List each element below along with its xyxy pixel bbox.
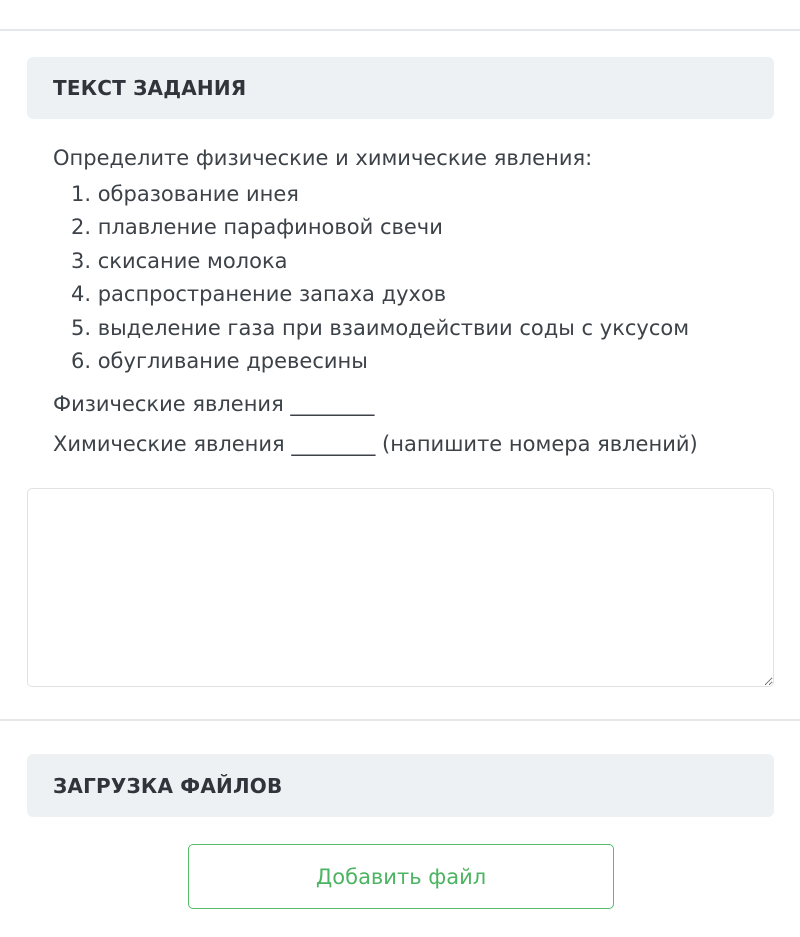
task-text: [53, 142, 773, 464]
answer-textarea[interactable]: [27, 488, 774, 687]
files-section-title: ЗАГРУЗКА ФАЙЛОВ: [53, 773, 283, 798]
top-divider: [0, 29, 800, 31]
phenomena-list: [53, 178, 773, 378]
list-item: 1. образование инея: [71, 182, 299, 206]
list-item: 5. выделение газа при взаимодействии соды с уксусом: [71, 315, 690, 340]
files-section-header: [27, 754, 774, 817]
physical-phenomena-line: Физические явления ________: [53, 392, 375, 417]
task-section-header: [27, 57, 774, 119]
list-item: 4. распространение запаха духов: [71, 282, 447, 307]
list-item: 6. обугливание древесины: [71, 348, 368, 373]
add-file-button[interactable]: Добавить файл: [188, 844, 614, 909]
list-item: 2. плавление парафиновой свечи: [71, 215, 443, 240]
chemical-phenomena-line: Химические явления ________ (напишите номера явлений): [53, 432, 698, 457]
task-intro: Определите физические и химические явления:: [53, 146, 593, 170]
section-divider: [0, 719, 800, 721]
task-section-title: ТЕКСТ ЗАДАНИЯ: [53, 76, 247, 100]
list-item: 3. скисание молока: [71, 248, 288, 273]
